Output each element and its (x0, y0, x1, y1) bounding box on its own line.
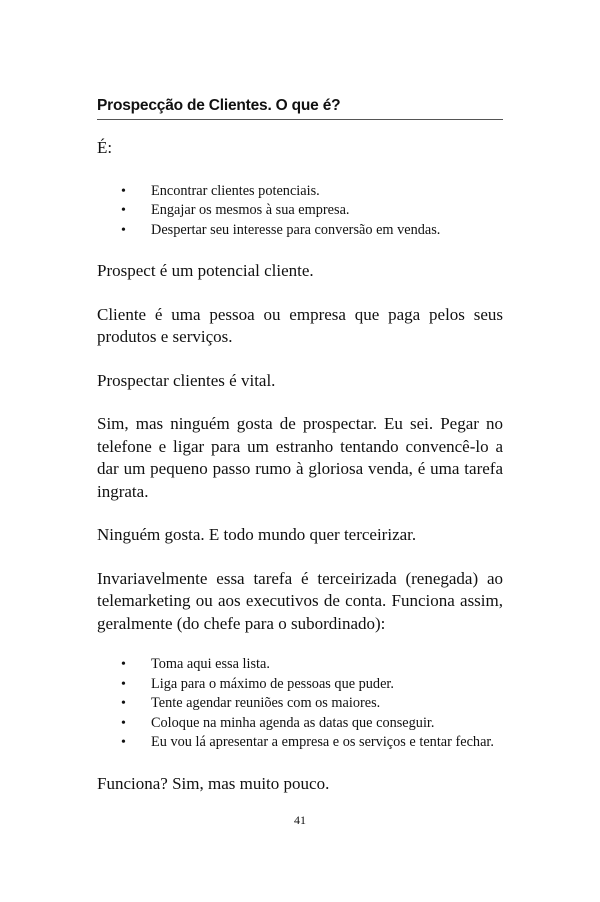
list-item (97, 733, 503, 753)
ninguem-paragraph: Ninguém gosta. E todo mundo quer terceirizar. (97, 525, 417, 544)
list-item (97, 221, 503, 241)
bullet-icon: • (121, 222, 126, 238)
invariavelmente-paragraph: Invariavelmente essa tarefa é terceirizada (renegada) ao telemarketing ou aos executivos de conta. Funciona assim, geralmente (do chefe para o subordinado): (97, 568, 503, 633)
section-title: Prospecção de Clientes. O que é? (97, 96, 503, 120)
sim-paragraph: Sim, mas ninguém gosta de prospectar. Eu sei. Pegar no telefone e ligar para um estranho tentando convencê-lo a dar um pequeno passo rumo à gloriosa venda, é uma tarefa ingrata. (97, 414, 503, 501)
bullet-icon: • (121, 696, 126, 711)
list-item-text: Despertar seu interesse para conversão em vendas. (151, 221, 441, 238)
list-item-text: Engajar os mesmos à sua empresa. (151, 202, 350, 218)
prospect-paragraph: Prospect é um potencial cliente. (97, 261, 314, 280)
bullet-icon: • (121, 676, 126, 692)
bullet-icon: • (121, 657, 126, 672)
list-item (97, 675, 503, 695)
list-item (97, 655, 503, 675)
definition-list (97, 182, 503, 241)
list-item-text: Coloque na minha agenda as datas que conseguir. (151, 714, 435, 731)
list-item (97, 201, 503, 221)
intro-paragraph: É: (97, 138, 113, 157)
funciona-paragraph: Funciona? Sim, mas muito pouco. (97, 773, 330, 793)
list-item-text: Encontrar clientes potenciais. (151, 182, 320, 199)
bullet-icon: • (121, 183, 126, 199)
steps-list (97, 655, 503, 753)
list-item-text: Liga para o máximo de pessoas que puder. (151, 675, 394, 692)
page-number: 41 (294, 813, 306, 827)
bullet-icon: • (121, 735, 126, 750)
list-item-text: Toma aqui essa lista. (151, 656, 270, 672)
list-item-text: Tente agendar reuniões com os maiores. (151, 695, 381, 711)
bullet-icon: • (121, 715, 126, 731)
list-item (97, 182, 503, 202)
list-item-text: Eu vou lá apresentar a empresa e os serviços e tentar fechar. (151, 734, 494, 750)
list-item (97, 714, 503, 734)
vital-paragraph: Prospectar clientes é vital. (97, 370, 276, 390)
page-content (97, 137, 503, 795)
cliente-paragraph: Cliente é uma pessoa ou empresa que paga pelos seus produtos e serviços. (97, 304, 503, 346)
bullet-icon: • (121, 203, 126, 218)
list-item (97, 694, 503, 714)
